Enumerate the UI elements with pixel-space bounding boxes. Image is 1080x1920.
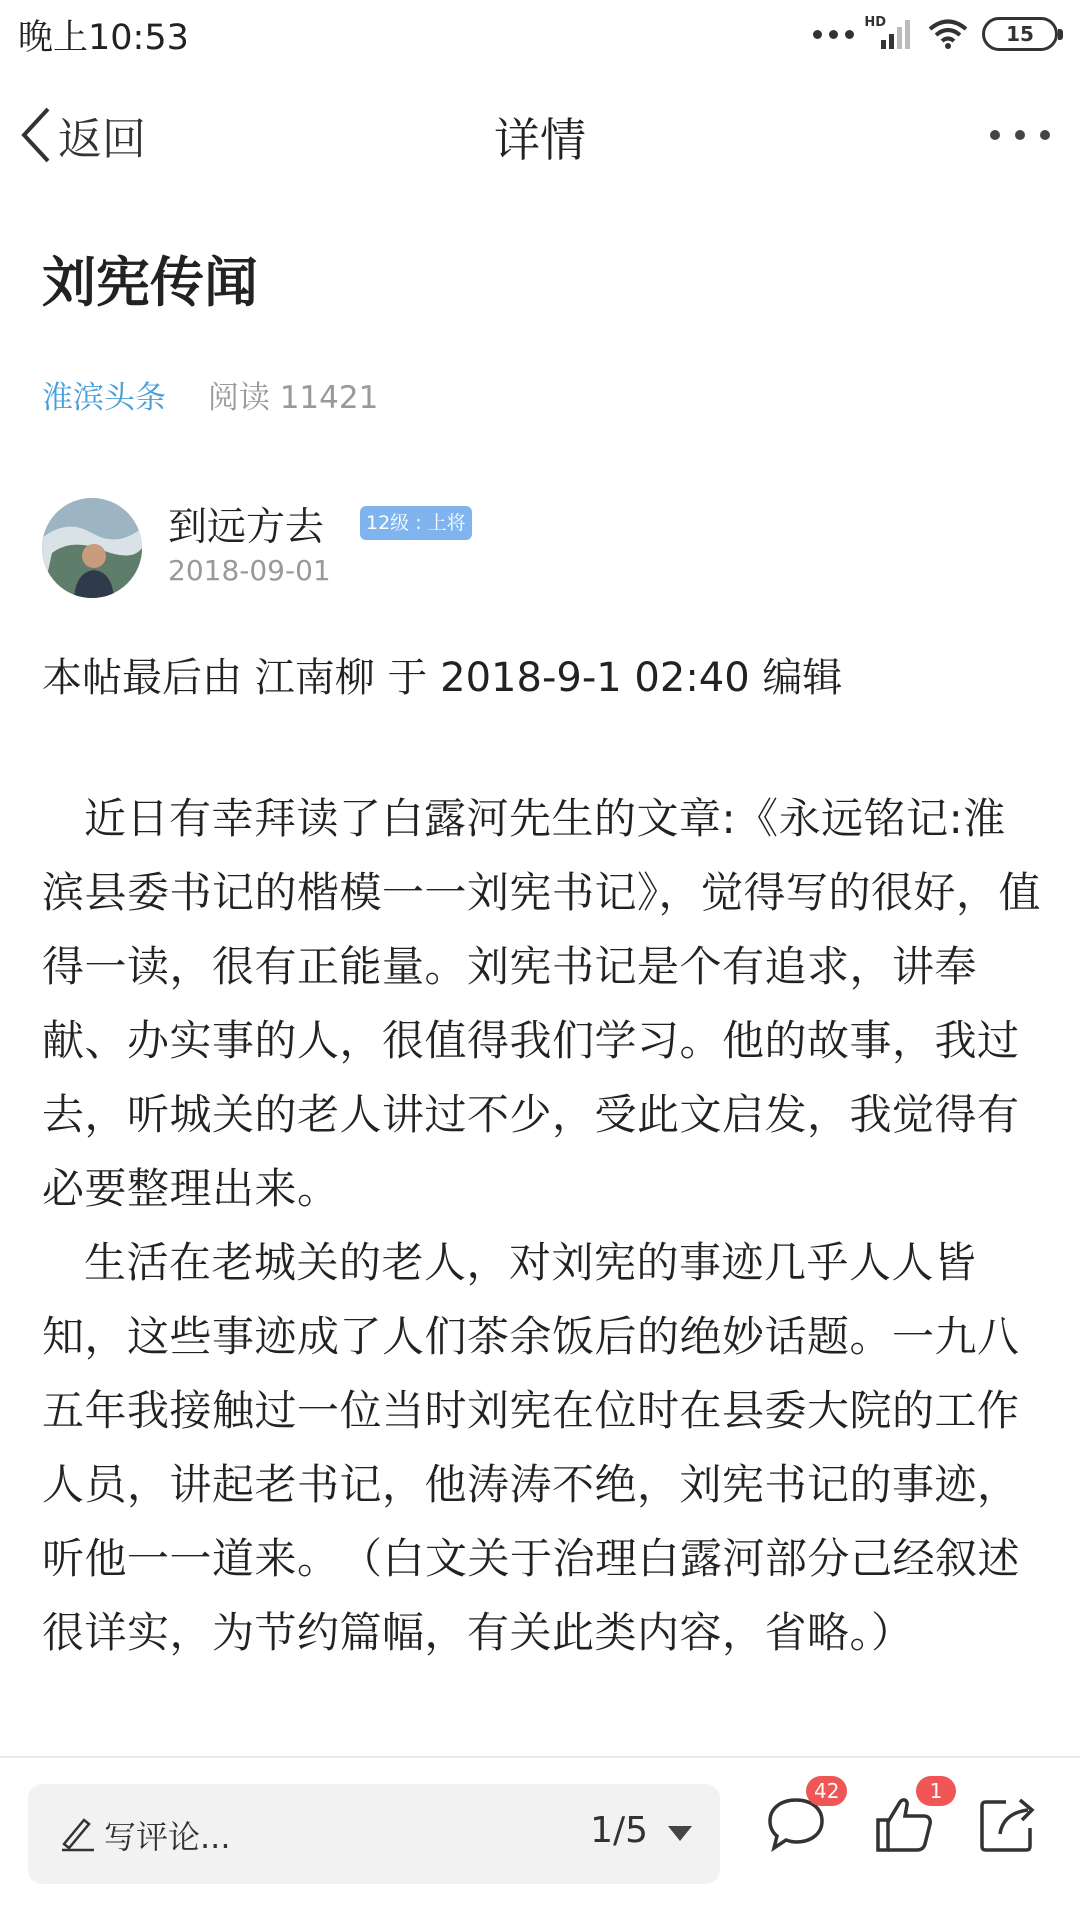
nav-bar [0,80,1080,190]
network-label: HD [864,14,886,30]
avatar[interactable] [42,498,142,598]
chevron-down-icon[interactable] [668,1826,692,1841]
more-notifications-icon [813,30,854,39]
wifi-icon [928,18,968,50]
avatar-image [42,498,142,598]
comment-placeholder: 写评论... [104,1818,231,1856]
share-button[interactable] [976,1792,1046,1862]
status-bar [0,0,1080,66]
level-badge: 12级 : 上将 [360,506,472,540]
source-link[interactable]: 淮滨头条 [42,380,166,416]
comment-button[interactable] [764,1779,840,1862]
article-title: 刘宪传闻 [42,251,258,314]
bottom-bar [0,1758,1080,1920]
battery-icon [982,17,1058,51]
more-icon[interactable] [990,120,1050,150]
post-date: 2018-09-01 [168,554,331,587]
page-title: 详情 [494,113,586,167]
status-icons [813,14,1058,54]
article-content [42,782,1042,1670]
back-label: 返回 [58,114,146,165]
author-name[interactable]: 到远方去 [168,505,325,550]
article-meta [42,372,378,417]
edit-note: 本帖最后由 江南柳 于 2018-9-1 02:40 编辑 [42,655,843,701]
status-time: 晚上10:53 [18,18,189,58]
read-count: 阅读 11421 [207,380,379,416]
comment-count-badge: 42 [806,1776,847,1806]
like-count-badge: 1 [916,1776,956,1806]
like-button[interactable] [872,1779,943,1862]
battery-level: 15 [1006,22,1034,46]
pencil-icon [58,1814,96,1852]
share-icon [976,1792,1040,1856]
comment-input[interactable] [28,1784,720,1884]
content-paragraph: 近日有幸拜读了白露河先生的文章:《永远铭记:淮滨县委书记的楷模一一刘宪书记》，觉得写的很好，值得一读，很有正能量。刘宪书记是个有追求，讲奉献、办实事的人，很值得我们学习。他的故事，我过去，听城关的老人讲过不少，受此文启发，我觉得有必要整理出来。 [42,794,1042,1213]
content-paragraph: 生活在老城关的老人，对刘宪的事迹几乎人人皆知，这些事迹成了人们茶余饭后的绝妙话题。一九八五年我接触过一位当时刘宪在位时在县委大院的工作人员，讲起老书记，他涛涛不绝，刘宪书记的事迹，听他一一道来。 （白文关于治理白露河部分己经叙述很详实，为节约篇幅，有关此类内容，省略。） [42,1238,1021,1657]
page-indicator[interactable]: 1/5 [590,1810,648,1851]
author-info [42,498,1042,608]
